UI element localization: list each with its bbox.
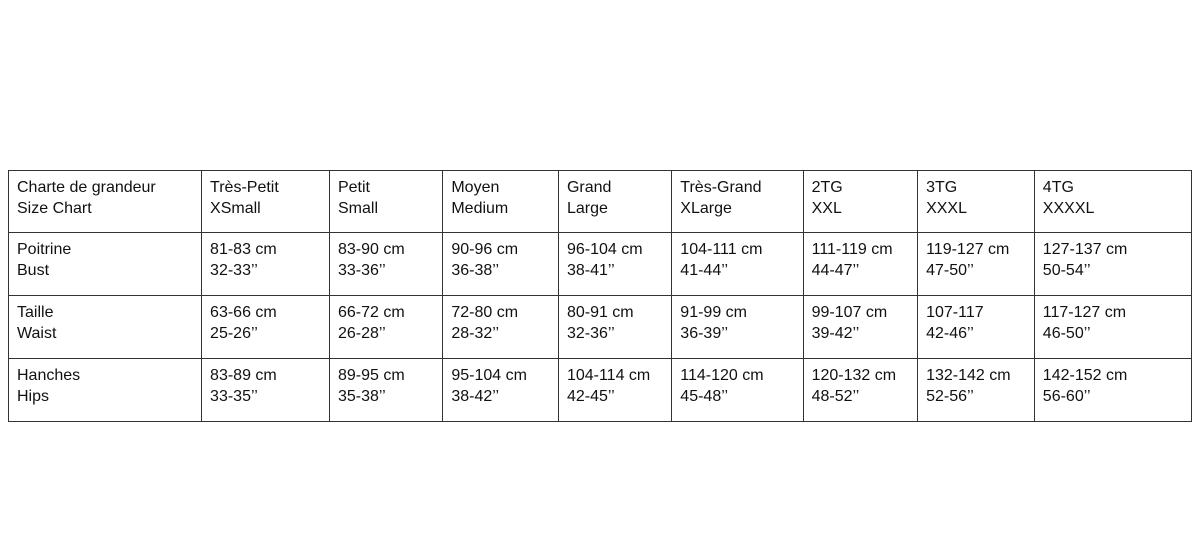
row-label-fr: Hanches	[17, 367, 81, 384]
cell-cm: 91-99 cm	[680, 304, 747, 321]
header-cell-xxxxl	[1034, 171, 1191, 233]
cell-cm: 142-152 cm	[1042, 367, 1128, 384]
header-label-fr: Charte de grandeur	[17, 179, 156, 196]
row-label-en: Waist	[17, 325, 57, 342]
table-row-hips	[9, 359, 1192, 422]
header-label-en: Small	[337, 200, 378, 217]
cell-in: 47-50’’	[926, 262, 974, 279]
table-cell	[1034, 359, 1191, 422]
cell-cm: 104-114 cm	[566, 367, 651, 384]
header-cell-chart-title	[9, 171, 202, 233]
header-cell-medium	[443, 171, 559, 233]
cell-cm: 66-72 cm	[337, 304, 405, 321]
cell-in: 38-41’’	[566, 262, 615, 279]
cell-cm: 90-96 cm	[451, 241, 519, 258]
cell-in: 52-56’’	[926, 388, 974, 405]
header-row	[9, 171, 1192, 233]
cell-in: 56-60’’	[1042, 388, 1091, 405]
table-cell	[918, 233, 1035, 296]
table-row-waist	[9, 296, 1192, 359]
row-label-en: Bust	[17, 262, 50, 279]
header-label-en: Size Chart	[17, 200, 92, 217]
cell-in: 33-35’’	[210, 388, 258, 405]
header-label-fr: 2TG	[811, 179, 843, 196]
cell-in: 42-45’’	[566, 388, 615, 405]
cell-in: 42-46’’	[926, 325, 974, 342]
header-label-fr: Très-Grand	[680, 179, 762, 196]
header-cell-xxl	[803, 171, 917, 233]
header-label-fr: 3TG	[926, 179, 958, 196]
cell-in: 28-32’’	[451, 325, 500, 342]
cell-cm: 99-107 cm	[811, 304, 888, 321]
cell-in: 38-42’’	[451, 388, 500, 405]
cell-in: 35-38’’	[337, 388, 386, 405]
cell-in: 36-38’’	[451, 262, 500, 279]
cell-cm: 83-89 cm	[210, 367, 277, 384]
table-cell	[1034, 233, 1191, 296]
cell-cm: 117-127 cm	[1042, 304, 1127, 321]
cell-cm: 114-120 cm	[680, 367, 764, 384]
cell-in: 44-47’’	[811, 262, 860, 279]
header-label-en: XLarge	[680, 200, 732, 217]
cell-in: 39-42’’	[811, 325, 860, 342]
table-cell	[329, 359, 442, 422]
header-label-en: Large	[566, 200, 608, 217]
table-cell	[803, 233, 917, 296]
header-label-en: XSmall	[210, 200, 261, 217]
row-label-en: Hips	[17, 388, 50, 405]
table-cell	[558, 233, 671, 296]
cell-in: 48-52’’	[811, 388, 860, 405]
header-label-fr: Grand	[566, 179, 612, 196]
header-label-en: Medium	[451, 200, 509, 217]
row-label-cell	[9, 233, 202, 296]
cell-in: 45-48’’	[680, 388, 729, 405]
table-cell	[329, 233, 442, 296]
cell-in: 46-50’’	[1042, 325, 1091, 342]
cell-in: 50-54’’	[1042, 262, 1091, 279]
table-cell	[803, 296, 917, 359]
cell-cm: 63-66 cm	[210, 304, 277, 321]
cell-in: 33-36’’	[337, 262, 386, 279]
header-label-en: XXXL	[926, 200, 967, 217]
row-label-fr: Taille	[17, 304, 54, 321]
cell-cm: 111-119 cm	[811, 241, 893, 258]
table-cell	[443, 296, 559, 359]
cell-in: 25-26’’	[210, 325, 258, 342]
header-cell-xsmall	[202, 171, 330, 233]
table-cell	[443, 233, 559, 296]
table-cell	[558, 359, 671, 422]
table-cell	[202, 233, 330, 296]
table-row-bust	[9, 233, 1192, 296]
cell-cm: 89-95 cm	[337, 367, 405, 384]
table-cell	[443, 359, 559, 422]
cell-in: 32-36’’	[566, 325, 615, 342]
header-cell-xxxl	[918, 171, 1035, 233]
table-cell	[202, 296, 330, 359]
row-label-cell	[9, 359, 202, 422]
cell-cm: 132-142 cm	[926, 367, 1011, 384]
header-cell-xlarge	[672, 171, 803, 233]
cell-in: 36-39’’	[680, 325, 729, 342]
cell-in: 32-33’’	[210, 262, 258, 279]
table-cell	[672, 233, 803, 296]
cell-cm: 104-111 cm	[680, 241, 763, 258]
cell-in: 41-44’’	[680, 262, 729, 279]
table-cell	[918, 296, 1035, 359]
table-cell	[329, 296, 442, 359]
cell-in: 26-28’’	[337, 325, 386, 342]
table-cell	[202, 359, 330, 422]
table-cell	[918, 359, 1035, 422]
header-label-fr: Moyen	[451, 179, 500, 196]
cell-cm: 72-80 cm	[451, 304, 519, 321]
cell-cm: 96-104 cm	[566, 241, 643, 258]
table-cell	[672, 359, 803, 422]
cell-cm: 127-137 cm	[1042, 241, 1128, 258]
row-label-cell	[9, 296, 202, 359]
cell-cm: 120-132 cm	[811, 367, 897, 384]
table-cell	[1034, 296, 1191, 359]
header-cell-small	[329, 171, 442, 233]
size-chart-table	[8, 170, 1192, 422]
header-label-en: XXL	[811, 200, 842, 217]
header-cell-large	[558, 171, 671, 233]
header-label-en: XXXXL	[1042, 200, 1095, 217]
table-cell	[558, 296, 671, 359]
cell-cm: 80-91 cm	[566, 304, 634, 321]
cell-cm: 83-90 cm	[337, 241, 405, 258]
header-label-fr: 4TG	[1042, 179, 1074, 196]
table-cell	[803, 359, 917, 422]
cell-cm: 119-127 cm	[926, 241, 1010, 258]
cell-cm: 107-117	[926, 304, 984, 321]
cell-cm: 81-83 cm	[210, 241, 277, 258]
header-label-fr: Petit	[337, 179, 370, 196]
header-label-fr: Très-Petit	[210, 179, 279, 196]
cell-cm: 95-104 cm	[451, 367, 527, 384]
row-label-fr: Poitrine	[17, 241, 72, 258]
table-cell	[672, 296, 803, 359]
